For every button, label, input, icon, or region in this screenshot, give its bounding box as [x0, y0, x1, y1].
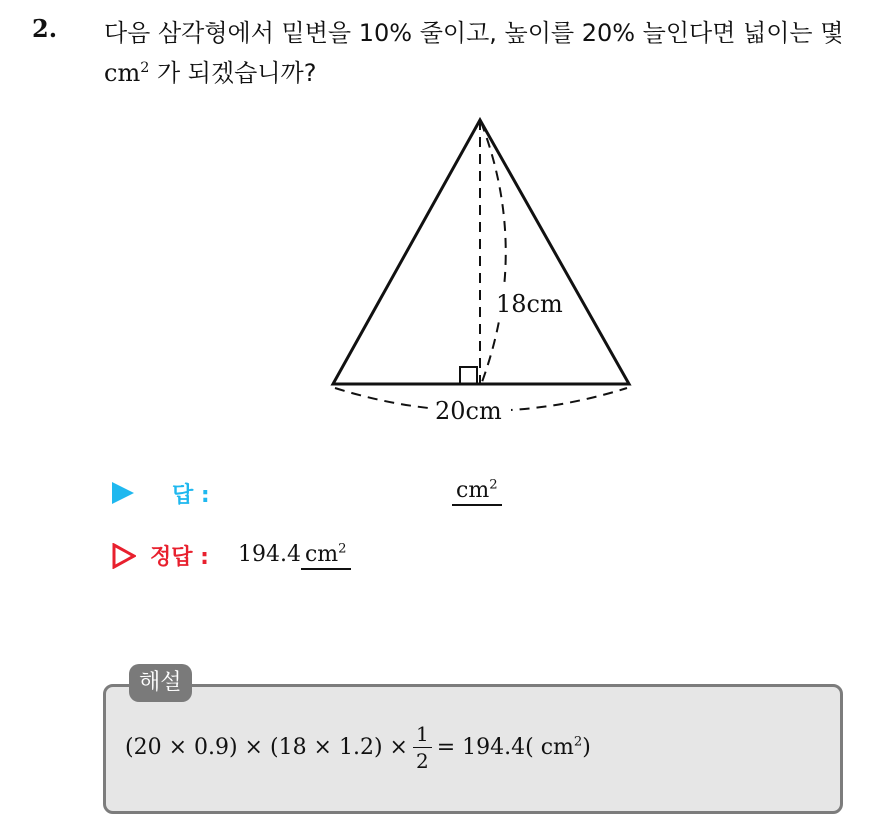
question-text-part2: 가 되겠습니까?	[149, 59, 317, 87]
correct-answer-unit-base: cm	[304, 542, 339, 567]
correct-answer-label: 정답 :	[150, 545, 209, 570]
question-unit-base: cm	[104, 59, 141, 87]
answer-label: 답 :	[172, 483, 210, 508]
answer-blank[interactable]	[452, 478, 502, 506]
answer-unit-exponent: 2	[489, 477, 498, 493]
solution-close-paren: )	[582, 735, 591, 760]
height-label: 18cm	[496, 290, 563, 318]
fraction-denominator: 2	[415, 749, 429, 773]
outline-triangle-icon	[112, 543, 136, 569]
answer-row	[112, 478, 532, 510]
solution-expr-right	[437, 735, 591, 760]
solution-fraction	[413, 724, 432, 771]
correct-answer-value	[238, 542, 351, 567]
question-text-part1: 다음 삼각형에서 밑변을 10% 줄이고, 높이를 20% 늘인다면 넓이는 몇	[104, 19, 844, 47]
solution-result: = 194.4( cm	[436, 735, 574, 760]
fraction-numerator: 1	[413, 724, 432, 748]
question-unit-exponent: 2	[140, 60, 150, 76]
right-angle-mark	[460, 367, 477, 384]
correct-answer-row	[112, 540, 532, 572]
solution-formula	[125, 724, 591, 771]
answer-unit-base: cm	[456, 478, 490, 503]
question-number: 2.	[32, 14, 58, 43]
play-triangle-icon	[112, 482, 134, 504]
correct-answer-unit-exponent: 2	[338, 541, 347, 557]
correct-answer-number: 194.4	[238, 542, 301, 567]
solution-unit-exponent: 2	[573, 734, 583, 750]
base-label: 20cm	[435, 397, 502, 425]
solution-expr-left: (20 × 0.9) × (18 × 1.2) ×	[125, 735, 408, 760]
correct-answer-unit	[301, 542, 351, 570]
solution-tag: 해설	[129, 664, 192, 702]
